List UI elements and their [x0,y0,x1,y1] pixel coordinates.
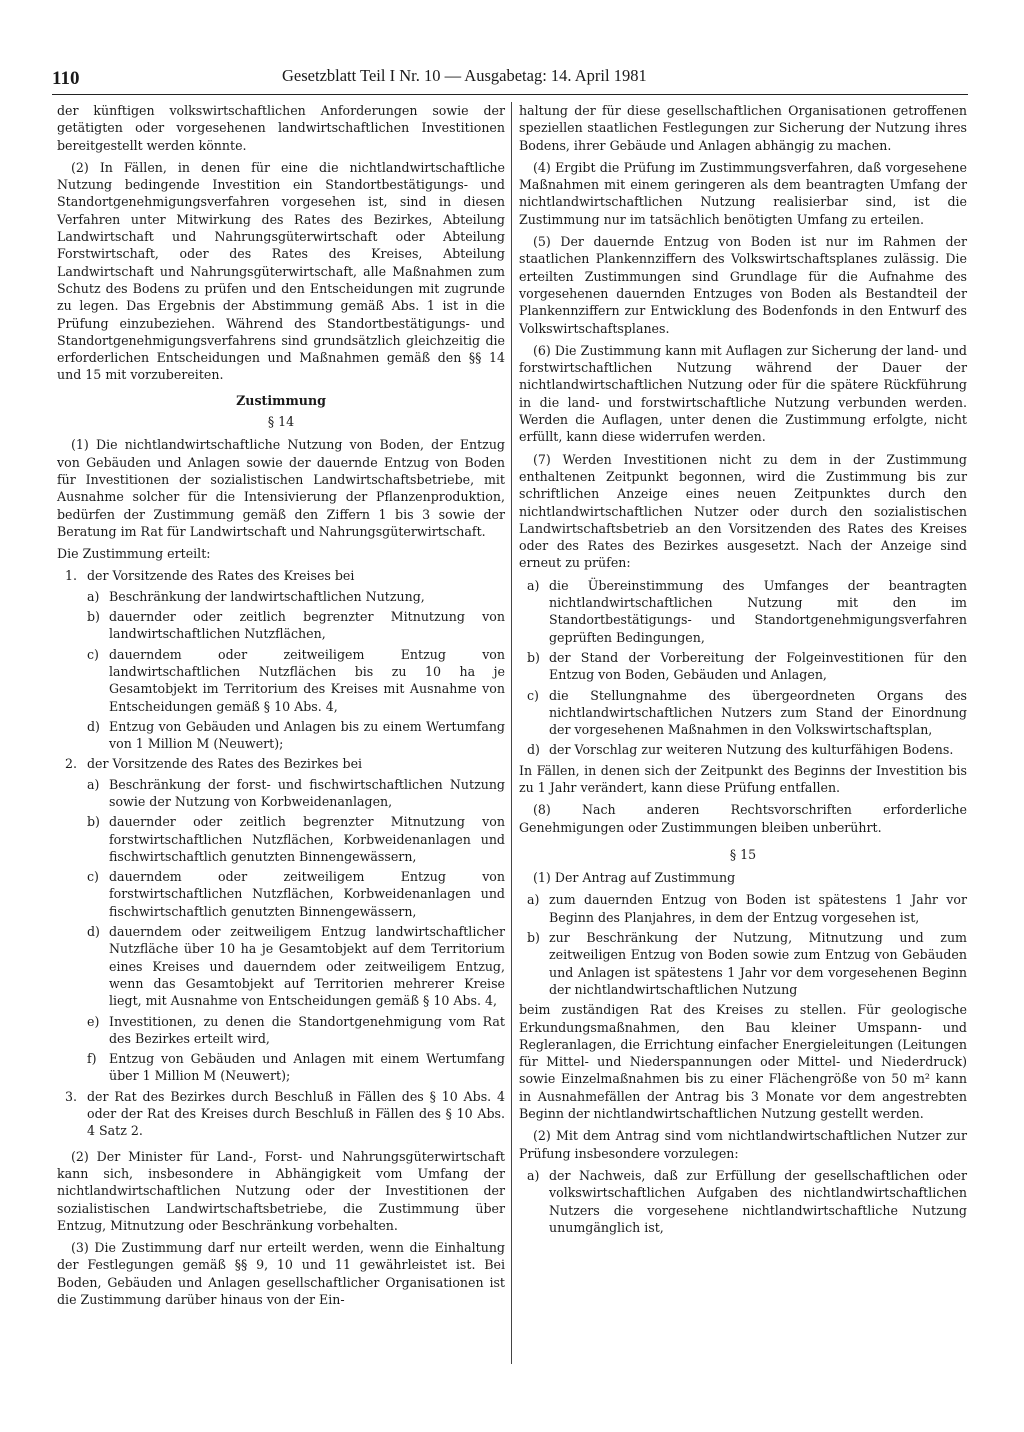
paragraph: (7) Werden Investitionen nicht zu dem in der Zustimmung enthaltenen Zeitpunkt begonnen, wird die Zustimmung bis zur schriftlichen Anzeige eines neuen Zeitpunktes durch den nichtlandwirtschaftlichen Nutzer oder durch den sozialistischen Landwirtschaftsbetrieb an den Vorsitzenden des Rates des Kreises oder des Rates des Bezirkes ausgesetzt. Nach der Anzeige sind erneut zu prüfen: [519,451,967,571]
list-marker: d) [87,718,100,734]
list-item [57,567,505,584]
list-marker: d) [527,742,540,758]
paragraph: (1) Die nichtlandwirtschaftliche Nutzung von Boden, der Entzug von Gebäuden und Anlagen sowie der dauernde Entzug von Boden für Investitionen der sozialistischen Landwirtschaftsbetriebe, mit Ausnahme solcher für die Intensivierung der Pflanzenproduktion, bedürfen der Zustimmung gemäß den Ziffern 1 bis 3 sowie der Beratung im Rat für Landwirtschaft und Nahrungsgüterwirtschaft. [57,437,505,539]
list-item [57,718,505,753]
list-text: die Übereinstimmung des Umfanges der beantragten nichtlandwirtschaftlichen Nutzung mit den im Standortbestätigungs- und Standortgenehmigungsverfahren geprüften Bedingungen, [549,577,967,645]
list-marker: b) [527,649,540,665]
column-divider [511,102,512,1364]
list-text: der Vorsitzende des Rates des Kreises bei [87,568,355,584]
list-marker: a) [527,1167,540,1183]
list-marker: c) [527,687,539,703]
paragraph: beim zuständigen Rat des Kreises zu stellen. Für geologische Erkundungsmaßnahmen, den Bau kleiner Umspann- und Regleranlagen, die Errichtung einfacher Energieleitungen (Leitungen für Mittel- und Niederspannungen oder Mittel- und Niederdruck) sowie Einzelmaßnahmen bis zu einer Flächengröße von 50 m² kann in Ausnahmefällen der Antrag bis 3 Monate vor dem angestrebten Beginn der nichtlandwirtschaftlichen Nutzung gestellt werden. [519,1002,967,1122]
list-text: die Stellungnahme des übergeordneten Organs des nichtlandwirtschaftlichen Nutzers zum Stand der Einordnung der vorgesehenen Maßnahmen in den Volkswirtschaftsplan, [549,687,967,738]
list-marker: a) [527,577,540,593]
list-text: dauerndem oder zeitweiligem Entzug von forstwirtschaftlichen Nutzflächen, Korbweidenanlagen und fischwirtschaftlich genutzten Binnengewässern, [109,869,505,919]
list-item [57,1050,505,1085]
list-item [57,1013,505,1048]
list-marker: a) [87,588,100,604]
list-item [57,776,505,811]
list-text: Entzug von Gebäuden und Anlagen mit einem Wertumfang über 1 Million M (Neuwert); [109,1051,505,1084]
paragraph: (2) In Fällen, in denen für eine die nichtlandwirtschaftliche Nutzung bedingende Investition ein Standortbestätigungs- und Standortgenehmigungsverfahren vorgesehen ist, sind in diesen Verfahren unter Mitwirkung des Rates des Bezirkes, Abteilung Landwirtschaft und Nahrungsgüterwirtschaft oder Abteilung Forstwirtschaft, oder des Rates des Kreises, Abteilung Landwirtschaft und Nahrungsgüterwirtschaft, alle Maßnahmen zum Schutz des Bodens zu prüfen und den Entscheidungen mit zugrunde zu legen. Das Ergebnis der Abstimmung gemäß Abs. 1 ist in die Prüfung einzubeziehen. Während des Standortbestätigungs- und Standortgenehmigungsverfahrens sind grundsätzlich gleichzeitig die erforderlichen Entscheidungen und Maßnahmen gemäß den §§ 14 und 15 mit vorzubereiten. [57,159,505,383]
paragraph: (5) Der dauernde Entzug von Boden ist nur im Rahmen der staatlichen Plankennziffern des Volkswirtschaftsplanes zulässig. Die erteilten Zustimmungen sind Grundlage für die Aufnahme des vorgesehenen dauernden Entzuges von Boden als Bestandteil der Plankennziffern zur Entwicklung des Bodenfonds in den Entwurf des Volkswirtschaftsplanes. [519,234,967,336]
list-item [57,608,505,643]
list-item [519,741,967,758]
paragraph: (2) Der Minister für Land-, Forst- und Nahrungsgüterwirtschaft kann sich, insbesondere in Abhängigkeit vom Umfang der nichtlandwirtschaftlichen Nutzung oder der Investitionen der sozialistischen Landwirtschaftsbetriebe, die Zustimmung über Entzug, Mitnutzung oder Beschränkung vorbehalten. [57,1148,505,1233]
right-column [519,102,967,1239]
paragraph: haltung der für diese gesellschaftlichen Organisationen getroffenen speziellen staatlichen Festlegungen zur Sicherung der Nutzung ihres Bodens, ihrer Gebäude und Anlagen abhängig zu machen. [519,103,967,153]
list-text: dauernder oder zeitlich begrenzter Mitnutzung von forstwirtschaftlichen Nutzflächen, Korbweidenanlagen und fischwirtschaftlich genutzten Binnengewässern, [109,814,505,864]
list-marker: 1. [65,568,78,584]
list-text: dauernder oder zeitlich begrenzter Mitnutzung von landwirtschaftlichen Nutzflächen, [109,609,505,642]
list-marker: e) [87,1013,100,1029]
list-text: Beschränkung der landwirtschaftlichen Nutzung, [109,588,425,604]
list-text: dauerndem oder zeitweiligem Entzug von landwirtschaftlichen Nutzflächen bis zu 10 ha je Gesamtobjekt im Territorium des Kreises mit Ausnahme von Entscheidungen gemäß § 10 Abs. 4, [109,646,505,714]
list-marker: c) [87,646,99,662]
list-text: dauerndem oder zeitweiligem Entzug landwirtschaftlicher Nutzfläche über 10 ha je Gesamtobjekt auf dem Territorium eines Kreises und dauerndem oder zeitweiligem Entzug, wenn das Gesamtobjekt auf Territorien mehrerer Kreise liegt, mit Ausnahme von Entscheidungen gemäß § 10 Abs. 4, [109,924,505,1009]
list-item [519,1167,967,1236]
list-text: der Vorsitzende des Rates des Bezirkes bei [87,756,363,772]
list-item [519,687,967,739]
list-text: Beschränkung der forst- und fischwirtschaftlichen Nutzung sowie der Nutzung von Korbweidenanlagen, [109,776,505,809]
paragraph: (2) Mit dem Antrag sind vom nichtlandwirtschaftlichen Nutzer zur Prüfung insbesondere vorzulegen: [519,1128,967,1161]
list-text: der Rat des Bezirkes durch Beschluß in Fällen des § 10 Abs. 4 oder der Rat des Kreises durch Beschluß in Fällen des § 10 Abs. 4 Satz 2. [87,1088,505,1139]
list-item [57,923,505,1009]
page-header [52,64,968,95]
list-text: Investitionen, zu denen die Standortgenehmigung vom Rat des Bezirkes erteilt wird, [109,1013,505,1046]
page-number: 110 [52,68,80,89]
list-marker: 2. [65,756,78,772]
list-text: zur Beschränkung der Nutzung, Mitnutzung und zum zeitweiligen Entzug von Boden sowie zum Entzug von Gebäuden und Anlagen ist spätestens 1 Jahr vor dem vorgesehenen Beginn der nichtlandwirtschaftlichen Nutzung [549,930,967,997]
paragraph: Die Zustimmung erteilt: [57,546,211,562]
header-title: Gesetzblatt Teil I Nr. 10 — Ausgabetag: 14. April 1981 [282,66,647,85]
list-item [57,646,505,715]
paragraph: (1) Der Antrag auf Zustimmung [533,870,736,886]
list-item [57,1088,505,1140]
list-marker: b) [87,814,100,830]
list-marker: b) [87,609,100,625]
list-item [57,588,505,605]
list-item [519,891,967,926]
list-marker: f) [87,1051,97,1067]
list-item [519,929,967,998]
paragraph-number: § 15 [729,846,757,862]
paragraph-number: § 14 [267,414,295,430]
list-marker: c) [87,869,99,885]
list-text: der Vorschlag zur weiteren Nutzung des kulturfähigen Bodens. [549,742,954,758]
list-item [519,577,967,646]
list-marker: b) [527,930,540,946]
list-marker: 3. [65,1088,78,1104]
paragraph: In Fällen, in denen sich der Zeitpunkt des Beginns der Investition bis zu 1 Jahr verändert, kann diese Prüfung entfallen. [519,762,967,795]
list-marker: a) [527,892,540,908]
list-item [57,813,505,865]
list-item [57,755,505,772]
list-text: zum dauernden Entzug von Boden ist spätestens 1 Jahr vor Beginn des Planjahres, in dem der Entzug vorgesehen ist, [549,892,967,925]
paragraph: (4) Ergibt die Prüfung im Zustimmungsverfahren, daß vorgesehene Maßnahmen mit einem geringeren als dem beantragten Umfang der nichtlandwirtschaftlichen Nutzung realisierbar sind, ist die Zustimmung nur im tatsächlich benötigten Umfang zu erteilen. [519,159,967,227]
list-text: der Stand der Vorbereitung der Folgeinvestitionen für den Entzug von Boden, Gebäuden und Anlagen, [549,649,967,683]
section-heading: Zustimmung [236,392,326,408]
list-item [57,868,505,920]
list-marker: a) [87,776,100,792]
paragraph: der künftigen volkswirtschaftlichen Anforderungen sowie der getätigten oder vorgesehenen landwirtschaftlichen Investitionen bereitgestellt werden könnte. [57,103,505,153]
list-marker: d) [87,924,100,940]
list-item [519,649,967,684]
paragraph: (8) Nach anderen Rechtsvorschriften erforderliche Genehmigungen oder Zustimmungen bleiben unberührt. [519,802,967,835]
list-text: Entzug von Gebäuden und Anlagen bis zu einem Wertumfang von 1 Million M (Neuwert); [109,718,505,752]
paragraph: (6) Die Zustimmung kann mit Auflagen zur Sicherung der land- und forstwirtschaftlichen Nutzung während der Dauer der nichtlandwirtschaftlichen Nutzung oder für die spätere Rückführung in die land- und forstwirtschaftliche Nutzung verbunden werden. Werden die Auflagen, unter denen die Zustimmung erfolgte, nicht erfüllt, kann diese widerrufen werden. [519,342,967,445]
list-text: der Nachweis, daß zur Erfüllung der gesellschaftlichen oder volkswirtschaftlichen Aufgaben des nichtlandwirtschaftlichen Nutzers die vorgesehene nichtlandwirtschaftliche Nutzung unumgänglich ist, [549,1167,967,1235]
left-column [57,102,505,1313]
paragraph: (3) Die Zustimmung darf nur erteilt werden, wenn die Einhaltung der Festlegungen gemäß §§ 9, 10 und 11 gewährleistet ist. Bei Boden, Gebäuden und Anlagen gesellschaftlicher Organisationen ist die Zustimmung darüber hinaus von der Ein- [57,1240,505,1307]
